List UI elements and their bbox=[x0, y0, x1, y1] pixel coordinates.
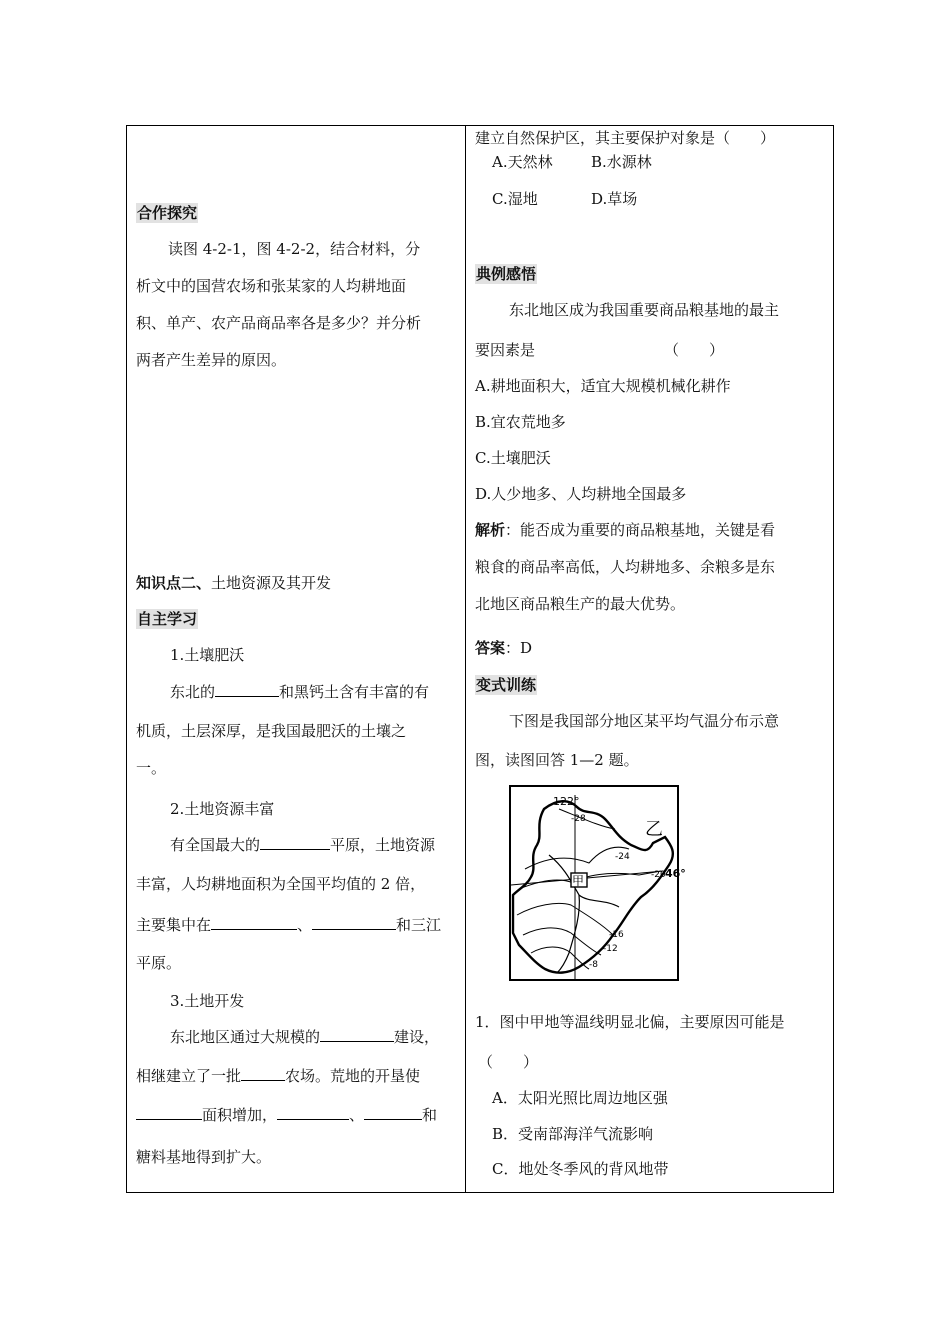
variant-heading: 变式训练 bbox=[476, 676, 537, 694]
text: 和黑钙土含有丰富的有 bbox=[279, 683, 430, 701]
item1-line: 一。 bbox=[136, 759, 167, 777]
item3-line bbox=[136, 1105, 437, 1125]
lon-label: 122° bbox=[553, 795, 580, 808]
kp2-rest: 土地资源及其开发 bbox=[211, 574, 332, 592]
iso-label: -8 bbox=[589, 960, 598, 970]
q1-paren: （ ） bbox=[478, 1053, 539, 1071]
example-line: 要因素是 bbox=[475, 341, 536, 359]
text: 农场。荒地的开垦使 bbox=[285, 1067, 421, 1085]
item1-line: 机质，土层深厚，是我国最肥沃的土壤之 bbox=[136, 722, 407, 740]
q0-option-d: D.草场 bbox=[591, 190, 638, 208]
iso-label: -12 bbox=[603, 944, 618, 954]
q1-option-b: B．受南部海洋气流影响 bbox=[492, 1125, 654, 1143]
text: 建设， bbox=[394, 1028, 440, 1046]
text: 、 bbox=[349, 1106, 365, 1124]
text: 面积增加， bbox=[202, 1106, 278, 1124]
item3-line: 糖料基地得到扩大。 bbox=[136, 1148, 272, 1166]
isotherm-map bbox=[509, 785, 686, 981]
column-divider bbox=[465, 125, 466, 1193]
iso-label: -16 bbox=[609, 930, 624, 940]
q1-stem: 1．图中甲地等温线明显北偏，主要原因可能是 bbox=[475, 1013, 785, 1031]
iso-label: -24 bbox=[615, 852, 630, 862]
example-heading: 典例感悟 bbox=[476, 265, 537, 283]
text: ：能否成为重要的商品粮基地，关键是看 bbox=[505, 521, 776, 539]
text: 有全国最大的 bbox=[170, 836, 261, 854]
text: 主要集中在 bbox=[136, 916, 212, 934]
example-option-d: D.人少地多、人均耕地全国最多 bbox=[475, 485, 687, 503]
q0-stem: 建立自然保护区，其主要保护对象是（ ） bbox=[475, 129, 776, 147]
item2-line: 丰富，人均耕地面积为全国平均值的 2 倍， bbox=[136, 875, 426, 893]
fill-blank[interactable] bbox=[211, 915, 297, 930]
coop-line: 积、单产、农产品商品率各是多少？并分析 bbox=[136, 314, 422, 332]
q1-option-c: C．地处冬季风的背风地带 bbox=[492, 1160, 669, 1178]
text: 和三江 bbox=[396, 916, 442, 934]
coop-line: 两者产生差异的原因。 bbox=[136, 351, 287, 369]
text: 平原，土地资源 bbox=[330, 836, 436, 854]
q0-option-b: B.水源林 bbox=[591, 153, 652, 171]
variant-line: 下图是我国部分地区某平均气温分布示意 bbox=[509, 712, 780, 730]
analysis-line: 粮食的商品率高低，人均耕地多、余粮多是东 bbox=[475, 558, 776, 576]
analysis-line bbox=[475, 520, 775, 540]
text: 和 bbox=[422, 1106, 438, 1124]
fill-blank[interactable] bbox=[215, 682, 279, 697]
variant-line: 图，读图回答 1—2 题。 bbox=[475, 751, 639, 769]
q0-option-a: A.天然林 bbox=[492, 153, 553, 171]
item2-line bbox=[170, 835, 435, 855]
q0-option-c: C.湿地 bbox=[492, 190, 538, 208]
analysis-label: 解析 bbox=[475, 521, 506, 539]
example-paren: （ ） bbox=[664, 341, 725, 359]
example-line: 东北地区成为我国重要商品粮基地的最主 bbox=[509, 301, 780, 319]
fill-blank[interactable] bbox=[364, 1105, 422, 1120]
text: 相继建立了一批 bbox=[136, 1067, 242, 1085]
text: 东北的 bbox=[170, 683, 216, 701]
example-option-c: C.土壤肥沃 bbox=[475, 449, 551, 467]
item3-line bbox=[170, 1027, 439, 1047]
coop-line: 析文中的国营农场和张某家的人均耕地面 bbox=[136, 277, 407, 295]
item3-line bbox=[136, 1066, 420, 1086]
place-yi-label: 乙 bbox=[645, 819, 663, 840]
kp2-bold: 知识点二、 bbox=[136, 574, 212, 592]
example-option-a: A.耕地面积大，适宜大规模机械化耕作 bbox=[475, 377, 731, 395]
answer-value: ：D bbox=[505, 639, 533, 657]
example-option-b: B.宜农荒地多 bbox=[475, 413, 566, 431]
answer-label: 答案 bbox=[475, 639, 506, 657]
fill-blank[interactable] bbox=[260, 835, 330, 850]
answer-line bbox=[475, 638, 532, 658]
self-study-heading: 自主学习 bbox=[137, 610, 198, 628]
item2-line: 平原。 bbox=[136, 954, 182, 972]
coop-line: 读图 4-2-1，图 4-2-2，结合材料，分 bbox=[168, 240, 421, 258]
iso-label: -28 bbox=[571, 814, 586, 824]
item1-title: 1.土壤肥沃 bbox=[170, 646, 245, 664]
q1-option-a: A．太阳光照比周边地区强 bbox=[492, 1089, 668, 1107]
iso-label: -20 bbox=[651, 870, 666, 880]
item3-title: 3.土地开发 bbox=[170, 992, 245, 1010]
fill-blank[interactable] bbox=[136, 1105, 202, 1120]
kp2-heading bbox=[136, 573, 331, 593]
fill-blank[interactable] bbox=[320, 1027, 394, 1042]
text: 、 bbox=[297, 916, 313, 934]
item1-line bbox=[170, 682, 429, 702]
fill-blank[interactable] bbox=[312, 915, 396, 930]
place-jia-label: 甲 bbox=[572, 874, 585, 888]
item2-line bbox=[136, 915, 441, 935]
fill-blank[interactable] bbox=[277, 1105, 349, 1120]
text: 东北地区通过大规模的 bbox=[170, 1028, 321, 1046]
item2-title: 2.土地资源丰富 bbox=[170, 800, 275, 818]
analysis-line: 北地区商品粮生产的最大优势。 bbox=[475, 595, 686, 613]
lat-label: 46° bbox=[665, 867, 686, 880]
coop-heading: 合作探究 bbox=[137, 204, 198, 222]
fill-blank[interactable] bbox=[241, 1066, 285, 1081]
